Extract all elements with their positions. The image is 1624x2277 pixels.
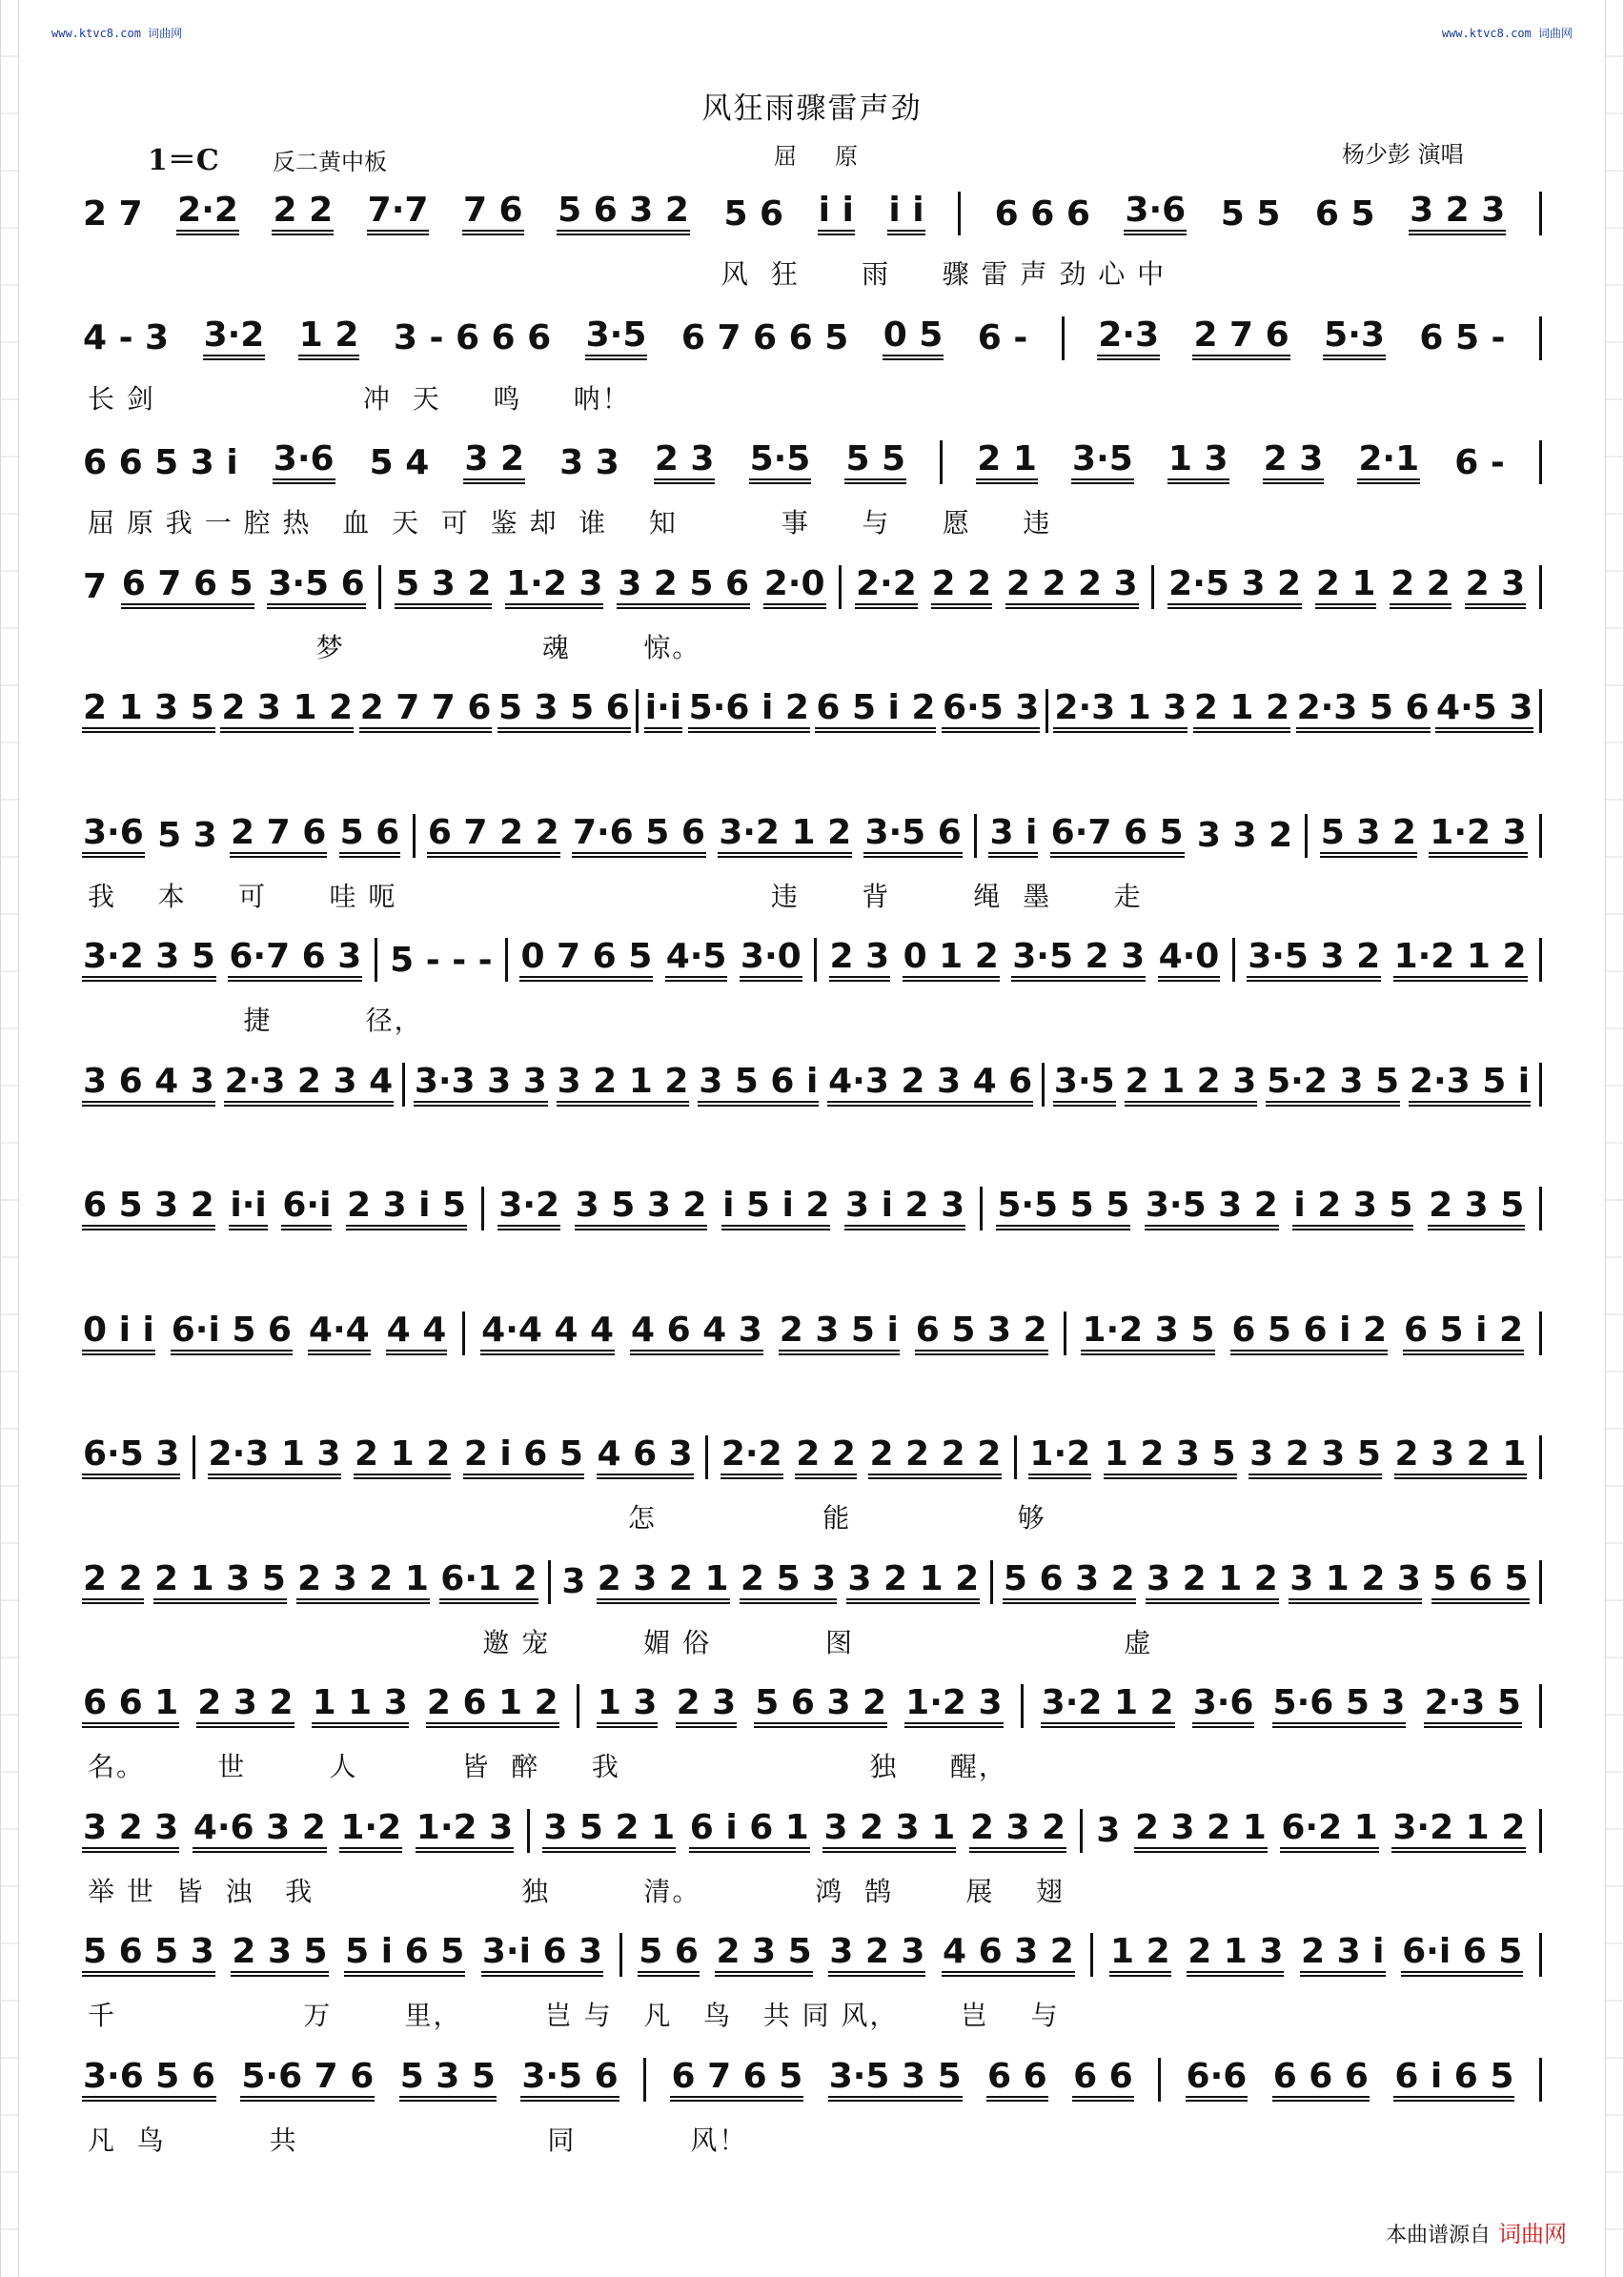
tempo-mode: 反二黄中板 <box>273 149 387 175</box>
note-group: 4·3 2 3 4 6 <box>827 1063 1033 1107</box>
note-group: 2·2 <box>855 565 918 609</box>
barline <box>1151 565 1154 609</box>
lyric-line: 凡 鸟 共 同 风！ <box>88 2124 748 2156</box>
lyric-line: 名。 世 人 皆 醉 我 独 醒， <box>88 1751 1007 1782</box>
note-group: 2 3 <box>1263 440 1325 484</box>
barline <box>1539 689 1542 733</box>
note-group: 5 6 5 3 <box>82 1933 215 1977</box>
note-group: 4 4 <box>386 1311 448 1355</box>
note-group: 1 2 <box>298 316 360 360</box>
note-group: 3 i 2 3 <box>844 1187 965 1230</box>
note-group: 6 7 6 5 <box>670 2058 803 2102</box>
note-group: 2·1 <box>1357 440 1420 484</box>
notation-line <box>82 191 1542 236</box>
note-group: 2 7 6 <box>1192 316 1289 360</box>
note-group: 2 i 6 5 <box>463 1435 584 1479</box>
note-group: 0 7 6 5 <box>519 938 653 982</box>
barline <box>1021 1684 1024 1728</box>
note-group: 5 5 <box>1220 193 1281 234</box>
note-group: 3 2 1 2 <box>1146 1560 1279 1604</box>
note-group: 6 5 i 2 <box>815 689 936 733</box>
barline <box>839 565 842 609</box>
note-group: 3 2 5 6 <box>617 565 750 609</box>
note-group: 7 6 <box>462 192 524 235</box>
barline <box>1539 2058 1542 2102</box>
notation-line <box>82 1062 1542 1108</box>
note-group: 3 5 6 i <box>698 1063 819 1107</box>
note-group: 1 2 3 5 <box>1104 1435 1237 1479</box>
notation-line <box>82 1434 1542 1480</box>
note-group: 3 1 2 3 <box>1289 1560 1422 1604</box>
barline <box>548 1560 551 1604</box>
note-group: 2 7 6 <box>230 814 327 858</box>
note-group: 2 2 2 3 <box>1005 565 1139 609</box>
note-group: 2 1 3 <box>1187 1933 1284 1977</box>
note-group: 2 2 2 2 <box>868 1435 1002 1479</box>
note-group: 5·6 5 3 <box>1272 1684 1407 1728</box>
note-group: 3·i 6 3 <box>481 1933 603 1977</box>
barline <box>375 938 377 982</box>
note-group: 4·5 3 <box>1435 689 1533 733</box>
note-group: 5 6 5 <box>1431 1560 1529 1604</box>
note-group: 2·2 <box>176 192 239 235</box>
note-group: 4·4 4 4 <box>480 1311 615 1355</box>
note-group: 2 3 <box>676 1684 738 1728</box>
note-group: 4 - 3 <box>83 318 170 357</box>
note-group: 3 2 <box>463 440 525 484</box>
note-group: 6 5 <box>1314 193 1375 234</box>
note-group: 3 5 2 1 <box>542 1809 676 1853</box>
barline <box>619 1933 622 1977</box>
note-group: 3·5 3 5 <box>828 2058 963 2102</box>
note-group: 6·i 5 6 <box>171 1311 293 1355</box>
note-group: 6·7 6 5 <box>1050 814 1185 858</box>
note-group: 3·5 6 <box>863 814 962 858</box>
note-group: 3·6 5 6 <box>82 2058 216 2102</box>
note-group: 3 2 1 2 <box>557 1063 690 1107</box>
note-group: 5·3 <box>1323 316 1386 360</box>
note-group: 6 5 6 i 2 <box>1230 1311 1388 1355</box>
note-group: 3·0 <box>740 938 802 982</box>
note-group: 6·5 3 <box>942 689 1040 733</box>
note-group: i·i <box>644 689 682 733</box>
barline <box>1090 1933 1093 1977</box>
notation-line <box>82 1808 1542 1854</box>
note-group: 5·2 3 5 <box>1266 1063 1400 1107</box>
note-group: 2 3 2 <box>196 1684 294 1728</box>
note-group: 0 5 <box>883 316 944 360</box>
barline <box>1539 1187 1542 1230</box>
barline <box>705 1435 708 1479</box>
note-group: 2 3 2 1 <box>597 1560 730 1604</box>
site-watermark-left: www.ktvc8.com 词曲网 <box>51 27 183 40</box>
note-group: 4·6 3 2 <box>193 1809 327 1853</box>
key-signature: 1＝C <box>148 144 219 177</box>
note-group: 5 3 5 <box>399 2058 497 2102</box>
lyric-line: 梦 魂 惊。 <box>88 631 701 663</box>
lyric-line: 千 万 里， 岂 与 凡 鸟 共 同 风， 岂 与 <box>88 2000 1060 2031</box>
note-group: 4 6 3 <box>597 1435 694 1479</box>
note-group: 3 3 2 <box>1196 816 1293 855</box>
note-group: 3·5 <box>1053 1063 1116 1107</box>
note-group: 3·5 2 3 <box>1011 938 1146 982</box>
barline <box>1539 1933 1542 1977</box>
notation-line <box>82 315 1542 361</box>
note-group: 1·2 3 <box>416 1809 514 1853</box>
note-group: 5·6 i 2 <box>688 689 810 733</box>
note-group: 2 7 7 6 <box>359 689 493 733</box>
note-group: 2 1 2 <box>1193 689 1290 733</box>
note-group: 1·2 3 <box>505 565 603 609</box>
note-group: 1·2 3 <box>904 1684 1003 1728</box>
note-group: 6·2 1 <box>1280 1809 1378 1853</box>
note-group: i 2 3 5 <box>1292 1187 1413 1230</box>
note-group: 2 3 2 1 <box>296 1560 430 1604</box>
note-group: 2·0 <box>763 565 826 609</box>
notation-line <box>82 688 1542 734</box>
lyric-line: 邀 宠 媚 俗 图 虚 <box>88 1626 1153 1658</box>
lyric-line: 风 狂 雨 骤 雷 声 劲 心 中 <box>88 258 1167 290</box>
note-group: 5 3 <box>157 816 217 855</box>
note-group: 2 2 <box>82 1560 144 1604</box>
notation-line <box>82 1559 1542 1605</box>
barline <box>1539 938 1542 982</box>
note-group: 7·7 <box>367 192 430 235</box>
note-group: 6 - <box>977 318 1028 357</box>
barline <box>1539 1311 1542 1355</box>
note-group: 3·2 3 5 <box>82 938 216 982</box>
note-group: 2 1 <box>976 440 1038 484</box>
note-group: 3·2 1 2 <box>1041 1684 1175 1728</box>
barline <box>1539 316 1542 360</box>
note-group: 1·2 1 2 <box>1393 938 1528 982</box>
lyric-line: 捷 径， <box>88 1005 423 1036</box>
note-group: 5 i 6 5 <box>344 1933 465 1977</box>
note-group: 5·6 7 6 <box>240 2058 375 2102</box>
lyric-line: 屈 原 我 一 腔 热 血 天 可 鉴 却 谁 知 事 与 愿 违 <box>88 507 1052 539</box>
note-group: 5 3 2 <box>1320 814 1417 858</box>
notation-line <box>82 564 1542 610</box>
note-group: 4 6 4 3 <box>630 1311 763 1355</box>
note-group: 0 i i <box>82 1311 155 1355</box>
barline <box>1080 1809 1083 1853</box>
note-group: 1·2 3 <box>1429 814 1527 858</box>
note-group: 5 6 <box>638 1933 700 1977</box>
note-group: 2 1 2 <box>354 1435 451 1479</box>
note-group: 2·3 5 <box>1424 1684 1522 1728</box>
note-group: 3 6 4 3 <box>82 1063 215 1107</box>
note-group: 2 3 <box>1465 565 1527 609</box>
note-group: 7·6 5 6 <box>572 814 706 858</box>
note-group: 6 6 6 <box>994 193 1090 234</box>
barline <box>527 1809 530 1853</box>
footer-source <box>1386 2215 1567 2248</box>
barline <box>193 1435 195 1479</box>
note-group: 3 2 3 <box>82 1809 179 1853</box>
note-group: 3 <box>561 1562 586 1601</box>
note-group: 6 i 6 1 <box>689 1809 810 1853</box>
note-group: 5 4 <box>369 442 430 482</box>
note-group: 5·5 <box>749 440 812 484</box>
note-group: 0 1 2 <box>903 938 1000 982</box>
note-group: 2 1 3 5 <box>82 689 215 733</box>
note-group: 4·5 <box>665 938 728 982</box>
note-group: 6 6 1 <box>82 1684 179 1728</box>
notation-line <box>82 2057 1542 2103</box>
barline <box>481 1187 484 1230</box>
note-group: 3 2 3 5 <box>1248 1435 1382 1479</box>
note-group: 5 6 3 2 <box>557 192 690 235</box>
note-group: 4 6 3 2 <box>942 1933 1075 1977</box>
barline <box>1064 1311 1066 1355</box>
note-group: 1 3 <box>597 1684 659 1728</box>
note-group: 6 i 6 5 <box>1393 2058 1514 2102</box>
note-group: 4·4 <box>308 1311 371 1355</box>
note-group: 3 - 6 6 6 <box>393 318 552 357</box>
note-group: 2 3 i 5 <box>346 1187 467 1230</box>
note-group: 3·6 <box>82 814 145 858</box>
song-title: 风狂雨骤雷声劲 <box>701 91 923 126</box>
note-group: 6 5 - <box>1419 318 1506 357</box>
barline <box>974 814 977 858</box>
barline <box>505 938 508 982</box>
barline <box>378 565 381 609</box>
note-group: 3·6 <box>273 440 335 484</box>
note-group: 2·3 5 i <box>1409 1063 1531 1107</box>
barline <box>462 1311 465 1355</box>
barline <box>1232 938 1235 982</box>
lyric-line: 长 剑 冲 天 鸣 呐！ <box>88 382 631 415</box>
note-group: 6·7 6 3 <box>228 938 362 982</box>
note-group: 6·i 6 5 <box>1401 1933 1523 1977</box>
note-group: 6·5 3 <box>82 1435 180 1479</box>
notation-line <box>82 1311 1542 1356</box>
note-group: 2 3 2 <box>969 1809 1066 1853</box>
footer-source-label: 本曲谱源自 <box>1385 2224 1491 2247</box>
note-group: 6 5 i 2 <box>1403 1311 1524 1355</box>
barline <box>1062 316 1065 360</box>
note-group: 2 2 <box>1390 565 1451 609</box>
note-group: 2·3 <box>1097 316 1160 360</box>
note-group: i 5 i 2 <box>721 1187 830 1230</box>
barline <box>577 1684 579 1728</box>
note-group: 6·6 <box>1186 2058 1248 2102</box>
barline <box>1539 440 1542 484</box>
note-group: 2 3 <box>654 440 716 484</box>
note-group: 5 3 5 6 <box>497 689 631 733</box>
barline <box>980 1187 983 1230</box>
note-group: 1·2 <box>1028 1435 1091 1479</box>
note-group: 5 6 <box>339 814 401 858</box>
note-group: 2·3 1 3 <box>1053 689 1188 733</box>
notation-line <box>82 937 1542 983</box>
note-group: 6 6 5 3 i <box>83 442 238 482</box>
note-group: i i <box>887 192 924 235</box>
note-group: 2·2 <box>721 1435 783 1479</box>
note-group: 3·6 <box>1124 192 1187 235</box>
barline <box>1539 1435 1542 1479</box>
note-group: 6 5 3 2 <box>915 1311 1048 1355</box>
note-group: 2 2 <box>931 565 993 609</box>
note-group: 3 <box>1096 1811 1121 1850</box>
note-group: 2 6 1 2 <box>426 1684 559 1728</box>
note-group: i·i <box>229 1187 267 1230</box>
note-group: 2·3 5 6 <box>1296 689 1431 733</box>
lyric-line: 我 本 可 哇 呃 违 背 绳 墨 走 <box>88 880 1143 912</box>
note-group: 2 3 2 1 <box>1394 1435 1528 1479</box>
note-group: 6 6 <box>986 2058 1048 2102</box>
left-border-strip <box>0 0 19 2277</box>
barline <box>1539 1684 1542 1728</box>
barline <box>1014 1435 1017 1479</box>
note-group: 3·2 <box>203 316 266 360</box>
lyric-line: 怎 能 够 <box>88 1502 1046 1534</box>
note-group: 3·2 1 2 <box>1391 1809 1526 1853</box>
barline <box>1539 814 1542 858</box>
notation-line <box>82 1932 1542 1978</box>
footer-brand: 词曲网 <box>1498 2221 1567 2247</box>
note-group: 3 i <box>988 814 1038 858</box>
barline <box>990 1560 993 1604</box>
note-group: 3 2 3 <box>1409 192 1506 235</box>
barline <box>1042 1063 1045 1107</box>
note-group: 3 5 3 2 <box>575 1187 708 1230</box>
note-group: 7 <box>83 567 108 606</box>
note-group: 1 1 3 <box>312 1684 409 1728</box>
note-group: 2·3 1 3 <box>208 1435 342 1479</box>
barline <box>814 938 817 982</box>
note-group: 2 3 5 <box>231 1933 328 1977</box>
note-group: 3 3 <box>559 442 619 482</box>
note-group: 2 3 5 <box>715 1933 812 1977</box>
note-group: 5 3 2 <box>395 565 492 609</box>
note-group: 1 2 <box>1109 1933 1171 1977</box>
note-group: 2·5 3 2 <box>1167 565 1302 609</box>
barline <box>1539 565 1542 609</box>
barline <box>402 1063 405 1107</box>
note-group: 6 6 6 <box>1272 2058 1370 2102</box>
note-group: 2 3 2 1 <box>1134 1809 1268 1853</box>
note-group: 2 1 3 5 <box>153 1560 287 1604</box>
lyric-line: 举 世 皆 浊 我 独 清。 鸿 鹄 展 翅 <box>88 1875 1065 1907</box>
note-group: 1 3 <box>1167 440 1229 484</box>
note-group: 6 6 <box>1072 2058 1134 2102</box>
note-group: 5 6 3 2 <box>1003 1560 1136 1604</box>
barline <box>636 689 639 733</box>
right-border-strip <box>1605 0 1624 2277</box>
note-group: 2 7 <box>83 193 143 234</box>
note-group: 3·2 <box>497 1187 560 1230</box>
notation-line <box>82 439 1542 485</box>
note-group: 5 - - - <box>390 940 493 980</box>
note-group: 5 6 <box>723 193 784 234</box>
singer: 杨少彭 演唱 <box>1342 141 1464 168</box>
barline <box>958 192 961 235</box>
note-group: 3·5 6 <box>520 2058 619 2102</box>
lyricist: 屈原 <box>774 143 896 170</box>
note-group: 2 2 <box>272 192 334 235</box>
note-group: 2 3 5 <box>1428 1187 1525 1230</box>
note-group: 3 2 3 <box>828 1933 925 1977</box>
barline <box>1305 814 1308 858</box>
barline <box>1158 2058 1161 2102</box>
note-group: 3 2 3 1 <box>822 1809 956 1853</box>
note-group: 6·i <box>281 1187 332 1230</box>
note-group: 2 3 5 i <box>779 1311 900 1355</box>
note-group: 3 2 1 2 <box>846 1560 980 1604</box>
note-group: 2 3 1 2 <box>220 689 354 733</box>
note-group: 6 7 2 2 <box>427 814 560 858</box>
barline <box>1539 1560 1542 1604</box>
note-group: 2 5 3 <box>740 1560 837 1604</box>
site-watermark-right: www.ktvc8.com 词曲网 <box>1441 27 1573 40</box>
note-group: 3·5 <box>1071 440 1134 484</box>
note-group: i i <box>818 192 855 235</box>
note-group: 2 1 2 3 <box>1125 1063 1258 1107</box>
barline <box>1539 1809 1542 1853</box>
notation-line <box>82 813 1542 859</box>
note-group: 1·2 <box>339 1809 402 1853</box>
note-group: 2 3 i <box>1300 1933 1386 1977</box>
note-group: 2 2 <box>795 1435 857 1479</box>
note-group: 2·3 2 3 4 <box>224 1063 395 1107</box>
barline <box>643 2058 646 2102</box>
note-group: 6 - <box>1454 442 1505 482</box>
barline <box>1539 192 1542 235</box>
note-group: 1·2 3 5 <box>1081 1311 1215 1355</box>
note-group: 6·1 2 <box>439 1560 538 1604</box>
note-group: 3·5 6 <box>267 565 365 609</box>
note-group: 2 3 <box>829 938 891 982</box>
barline <box>1045 689 1048 733</box>
note-group: 3·5 3 2 <box>1145 1187 1279 1230</box>
note-group: 3·6 <box>1192 1684 1255 1728</box>
note-group: 3·3 3 3 <box>414 1063 548 1107</box>
barline <box>940 440 943 484</box>
note-group: 3·2 1 2 <box>718 814 852 858</box>
note-group: 6 5 3 2 <box>82 1187 215 1230</box>
barline <box>413 814 416 858</box>
barline <box>1539 1063 1542 1107</box>
notation-line <box>82 1186 1542 1231</box>
notation-line <box>82 1683 1542 1729</box>
note-group: 5 6 3 2 <box>754 1684 887 1728</box>
note-group: 6 7 6 6 5 <box>680 318 849 357</box>
note-group: 3·5 <box>585 316 648 360</box>
note-group: 3·5 3 2 <box>1247 938 1381 982</box>
note-group: 4·0 <box>1158 938 1221 982</box>
note-group: 5 5 <box>844 440 906 484</box>
note-group: 2 1 <box>1315 565 1377 609</box>
note-group: 5·5 5 5 <box>996 1187 1130 1230</box>
note-group: 6 7 6 5 <box>121 565 254 609</box>
